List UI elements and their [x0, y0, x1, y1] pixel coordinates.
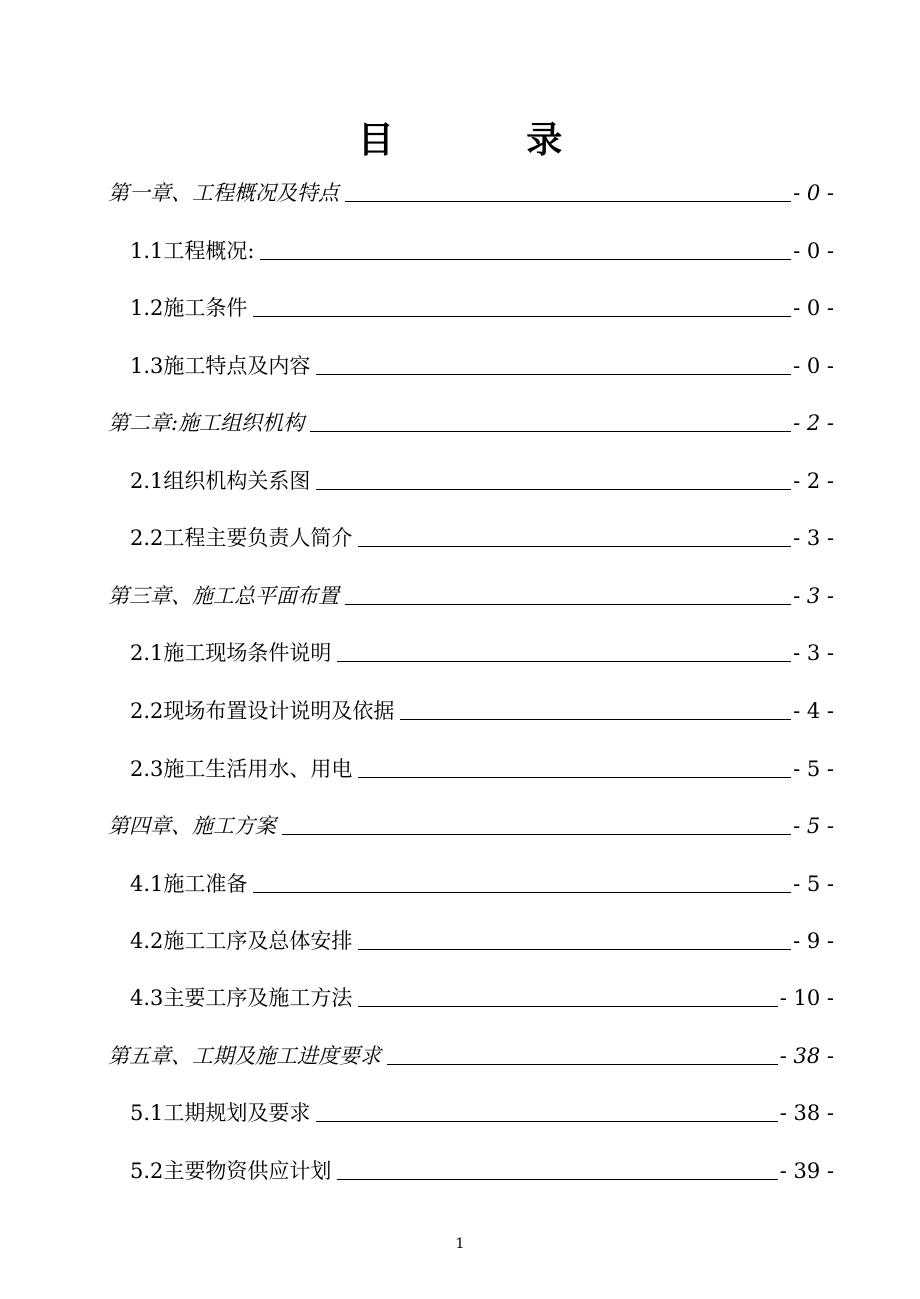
- toc-entry-label: 第五章、工期及施工进度要求: [108, 1044, 381, 1068]
- toc-entry-label: 4.1施工准备: [130, 872, 248, 896]
- toc-entry-label: 1.2施工条件: [130, 296, 248, 320]
- toc-entry-label: 5.2主要物资供应计划: [130, 1159, 332, 1183]
- toc-entry[interactable]: [130, 690, 834, 724]
- toc-entry[interactable]: [108, 805, 834, 839]
- toc-leader-line: [316, 1120, 777, 1122]
- toc-entry-label: 1.1工程概况:: [130, 239, 255, 263]
- toc-entry-label: 2.1施工现场条件说明: [130, 641, 332, 665]
- toc-entry[interactable]: [108, 172, 834, 206]
- toc-leader-line: [260, 258, 791, 260]
- toc-entry[interactable]: [130, 920, 834, 954]
- toc-entry[interactable]: [130, 1150, 834, 1184]
- toc-entry[interactable]: [130, 230, 834, 264]
- toc-entry-page: - 2 -: [793, 411, 834, 435]
- toc-entry[interactable]: [108, 1035, 834, 1069]
- toc-entry-page: - 5 -: [793, 872, 834, 896]
- toc-leader-line: [253, 891, 791, 893]
- page-number: 1: [455, 1236, 465, 1252]
- toc-leader-line: [310, 430, 791, 432]
- toc-entry-page: - 38 -: [779, 1101, 834, 1125]
- toc-leader-line: [337, 660, 791, 662]
- toc-leader-line: [387, 1063, 778, 1065]
- toc-entry-label: 第一章、工程概况及特点: [108, 181, 339, 205]
- toc-entry-page: - 5 -: [793, 814, 834, 838]
- toc-entry[interactable]: [130, 863, 834, 897]
- toc-entry[interactable]: [130, 287, 834, 321]
- toc-entry-page: - 38 -: [779, 1044, 834, 1068]
- toc-leader-line: [358, 948, 791, 950]
- toc-entry-page: - 4 -: [793, 699, 834, 723]
- toc-entry-page: - 0 -: [793, 181, 834, 205]
- toc-entry[interactable]: [130, 345, 834, 379]
- toc-leader-line: [400, 718, 791, 720]
- toc-leader-line: [345, 200, 791, 202]
- toc-entry-page: - 3 -: [793, 641, 834, 665]
- toc-leader-line: [282, 833, 791, 835]
- toc-entry-page: - 10 -: [779, 986, 834, 1010]
- toc-entry-label: 第二章:施工组织机构: [108, 411, 305, 435]
- toc-entry-page: - 2 -: [793, 469, 834, 493]
- toc-leader-line: [316, 488, 791, 490]
- toc-entry-page: - 5 -: [793, 757, 834, 781]
- toc-entry-label: 第四章、施工方案: [108, 814, 276, 838]
- toc-leader-line: [358, 776, 791, 778]
- toc-entry-label: 4.3主要工序及施工方法: [130, 986, 353, 1010]
- toc-entry-label: 2.2工程主要负责人简介: [130, 526, 353, 550]
- toc-entry-label: 第三章、施工总平面布置: [108, 584, 339, 608]
- toc-entry-label: 4.2施工工序及总体安排: [130, 929, 353, 953]
- toc-leader-line: [316, 373, 791, 375]
- toc-entry[interactable]: [130, 460, 834, 494]
- toc-entry-label: 2.3施工生活用水、用电: [130, 757, 353, 781]
- toc-entry[interactable]: [130, 632, 834, 666]
- toc-entry-page: - 0 -: [793, 354, 834, 378]
- toc-entry[interactable]: [130, 1092, 834, 1126]
- toc-entry-page: - 3 -: [793, 526, 834, 550]
- toc-leader-line: [253, 315, 791, 317]
- toc-entry[interactable]: [130, 517, 834, 551]
- toc-entry-page: - 39 -: [779, 1159, 834, 1183]
- toc-entry-label: 5.1工期规划及要求: [130, 1101, 311, 1125]
- toc-entry-label: 2.1组织机构关系图: [130, 469, 311, 493]
- toc-entry-label: 2.2现场布置设计说明及依据: [130, 699, 395, 723]
- toc-entry-page: - 0 -: [793, 296, 834, 320]
- toc-leader-line: [345, 603, 791, 605]
- toc-leader-line: [337, 1178, 777, 1180]
- toc-entry[interactable]: [108, 402, 834, 436]
- toc-entry[interactable]: [130, 977, 834, 1011]
- toc-entry-page: - 3 -: [793, 584, 834, 608]
- toc-leader-line: [358, 1005, 777, 1007]
- toc-leader-line: [358, 545, 791, 547]
- toc-entry-label: 1.3施工特点及内容: [130, 354, 311, 378]
- toc-entry[interactable]: [108, 575, 834, 609]
- toc-entry-page: - 9 -: [793, 929, 834, 953]
- toc-entry[interactable]: [130, 748, 834, 782]
- page-title: 目 录: [357, 119, 623, 161]
- toc-entry-page: - 0 -: [793, 239, 834, 263]
